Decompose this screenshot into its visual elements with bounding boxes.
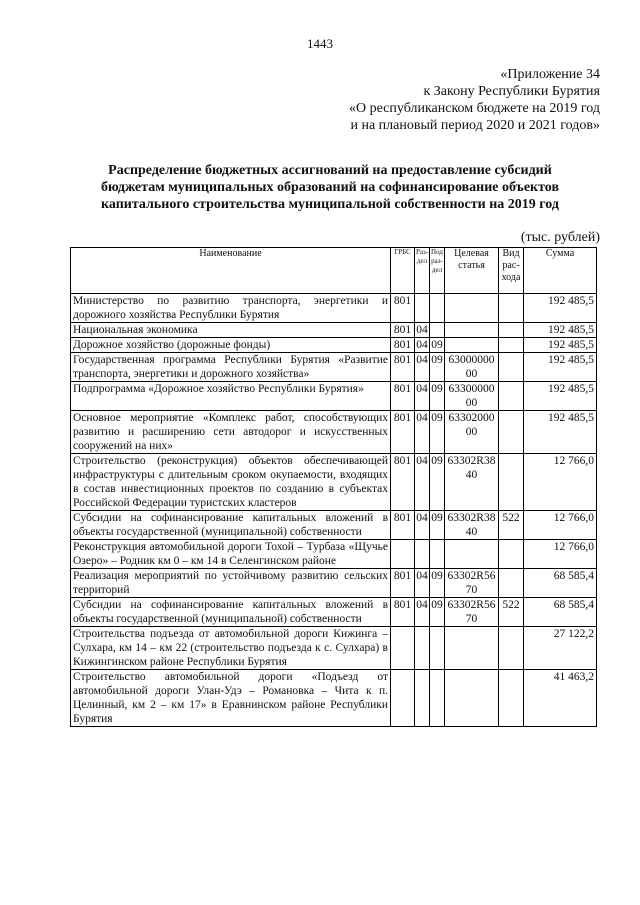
table-row [71, 353, 597, 382]
table-row [71, 294, 597, 323]
row-target-article [445, 323, 499, 338]
row-name: Реконструкция автомобильной дороги Тохой – Турбаза «Щучье Озеро» – Родник км 0 – км 14 в Селенгинском районе [71, 540, 391, 569]
appendix-line: «Приложение 34 [500, 67, 600, 82]
row-razdel: 04 [415, 411, 430, 454]
row-grbs: 801 [391, 382, 415, 411]
row-expense-type [499, 454, 524, 511]
page-number: 1443 [307, 36, 333, 51]
row-grbs: 801 [391, 598, 415, 627]
row-name: Строительство автомобильной дороги «Подъезд от автомобильной дороги Улан-Удэ – Романовка – Чита к п. Целинный, км 2 – км 17» в Еравнинском районе Республики Бурятия [71, 670, 391, 727]
row-name: Строительство (реконструкция) объектов обеспечивающей инфраструктуры с длительным сроком окупаемости, входящих в состав инвестиционных проектов по созданию в субъектах Российской Федерации туристских кластеров [71, 454, 391, 511]
row-expense-type: 522 [499, 598, 524, 627]
row-grbs: 801 [391, 353, 415, 382]
table-row [71, 511, 597, 540]
table-row [71, 323, 597, 338]
row-grbs: 801 [391, 323, 415, 338]
row-grbs [391, 627, 415, 670]
table-row [71, 670, 597, 727]
table-row [71, 598, 597, 627]
row-name: Субсидии на софинансирование капитальных вложений в объекты государственной (муниципальной) собственности [71, 598, 391, 627]
row-sum: 192 485,5 [524, 411, 597, 454]
header-podrazdel: Под раз-дел [430, 248, 445, 294]
row-expense-type [499, 540, 524, 569]
row-name: Национальная экономика [71, 323, 391, 338]
row-grbs: 801 [391, 411, 415, 454]
row-name: Субсидии на софинансирование капитальных вложений в объекты государственной (муниципальной) собственности [71, 511, 391, 540]
row-razdel [415, 294, 430, 323]
table-row [71, 338, 597, 353]
row-target-article: 6330000000 [445, 382, 499, 411]
row-podrazdel: 09 [430, 569, 445, 598]
row-target-article: 63302R5670 [445, 569, 499, 598]
row-target-article [445, 338, 499, 353]
row-name: Основное мероприятие «Комплекс работ, способствующих развитию и расширению сети автодорог и искусственных сооружений на них» [71, 411, 391, 454]
row-razdel: 04 [415, 353, 430, 382]
row-podrazdel [430, 294, 445, 323]
row-target-article [445, 627, 499, 670]
row-name: Дорожное хозяйство (дорожные фонды) [71, 338, 391, 353]
row-expense-type [499, 353, 524, 382]
row-target-article [445, 540, 499, 569]
row-grbs: 801 [391, 338, 415, 353]
row-sum: 192 485,5 [524, 323, 597, 338]
appendix-line: к Закону Республики Бурятия [423, 84, 600, 99]
row-grbs: 801 [391, 454, 415, 511]
row-expense-type [499, 627, 524, 670]
row-sum: 192 485,5 [524, 294, 597, 323]
row-razdel: 04 [415, 569, 430, 598]
row-podrazdel: 09 [430, 353, 445, 382]
row-expense-type [499, 294, 524, 323]
row-podrazdel: 09 [431, 339, 443, 351]
title-line: Распределение бюджетных ассигнований на предоставление субсидий [108, 163, 552, 178]
row-expense-type [499, 569, 524, 598]
row-expense-type [499, 323, 524, 338]
row-podrazdel [430, 323, 445, 338]
table-row [71, 454, 597, 511]
row-name: Подпрограмма «Дорожное хозяйство Республики Бурятия» [71, 382, 391, 411]
row-sum: 12 766,0 [524, 540, 597, 569]
row-name: Министерство по развитию транспорта, энергетики и дорожного хозяйства Республики Бурятия [71, 294, 391, 323]
row-razdel: 04 [415, 598, 430, 627]
row-grbs [391, 670, 415, 727]
title-line: капитального строительства муниципальной собственности на 2019 год [101, 197, 559, 212]
row-podrazdel: 09 [430, 382, 445, 411]
row-sum: 192 485,5 [524, 338, 597, 353]
row-podrazdel: 09 [430, 411, 445, 454]
row-grbs: 801 [391, 294, 415, 323]
row-target-article [445, 670, 499, 727]
row-expense-type [499, 670, 524, 727]
table-row [71, 411, 597, 454]
document-title [60, 162, 600, 213]
units-label: (тыс. рублей) [520, 230, 600, 245]
table-row [71, 569, 597, 598]
row-expense-type [499, 382, 524, 411]
header-sum: Сумма [524, 248, 597, 294]
header-grbs: ГРБС [391, 248, 415, 294]
row-sum: 27 122,2 [524, 627, 597, 670]
row-target-article [445, 294, 499, 323]
table-header-row [71, 248, 597, 294]
row-target-article: 63302R3840 [445, 454, 499, 511]
row-razdel [415, 627, 430, 670]
row-sum: 68 585,4 [524, 598, 597, 627]
table-row [71, 540, 597, 569]
row-target-article: 63302R3840 [445, 511, 499, 540]
row-expense-type [499, 338, 524, 353]
header-name: Наименование [71, 248, 391, 294]
budget-table [70, 247, 597, 727]
row-grbs [391, 540, 415, 569]
appendix-reference [349, 66, 600, 134]
row-name: Государственная программа Республики Бурятия «Развитие транспорта, энергетики и дорожного хозяйства» [71, 353, 391, 382]
row-sum: 68 585,4 [524, 569, 597, 598]
row-podrazdel: 09 [430, 454, 445, 511]
header-expense-type: Вид рас-хода [499, 248, 524, 294]
table-row [71, 382, 597, 411]
row-sum: 192 485,5 [524, 353, 597, 382]
table-row [71, 627, 597, 670]
appendix-line: и на плановый период 2020 и 2021 годов» [350, 118, 600, 133]
row-target-article: 6300000000 [445, 353, 499, 382]
row-sum: 12 766,0 [524, 454, 597, 511]
row-razdel: 04 [415, 382, 430, 411]
row-sum: 12 766,0 [524, 511, 597, 540]
row-name: Реализация мероприятий по устойчивому развитию сельских территорий [71, 569, 391, 598]
row-podrazdel [430, 670, 445, 727]
row-name: Строительства подъезда от автомобильной дороги Кижинга – Сулхара, км 14 – км 22 (строительство подъезда к с. Сулхара) в Кижингинском районе Республики Бурятия [71, 627, 391, 670]
row-podrazdel: 09 [430, 598, 445, 627]
row-razdel [415, 540, 430, 569]
row-grbs: 801 [391, 569, 415, 598]
row-sum: 192 485,5 [524, 382, 597, 411]
row-razdel: 04 [416, 324, 428, 336]
row-podrazdel [430, 540, 445, 569]
row-target-article: 6330200000 [445, 411, 499, 454]
header-razdel: Раз-дел [415, 248, 430, 294]
row-sum: 41 463,2 [524, 670, 597, 727]
header-target-article: Целевая статья [445, 248, 499, 294]
row-grbs: 801 [391, 511, 415, 540]
row-razdel: 04 [415, 511, 430, 540]
row-expense-type [499, 411, 524, 454]
row-podrazdel: 09 [430, 511, 445, 540]
row-expense-type: 522 [499, 511, 524, 540]
row-target-article: 63302R5670 [445, 598, 499, 627]
row-razdel: 04 [415, 454, 430, 511]
row-podrazdel [430, 627, 445, 670]
row-razdel [415, 670, 430, 727]
title-line: бюджетам муниципальных образований на софинансирование объектов [100, 180, 560, 195]
row-razdel: 04 [416, 339, 428, 351]
appendix-line: «О республиканском бюджете на 2019 год [349, 101, 600, 116]
